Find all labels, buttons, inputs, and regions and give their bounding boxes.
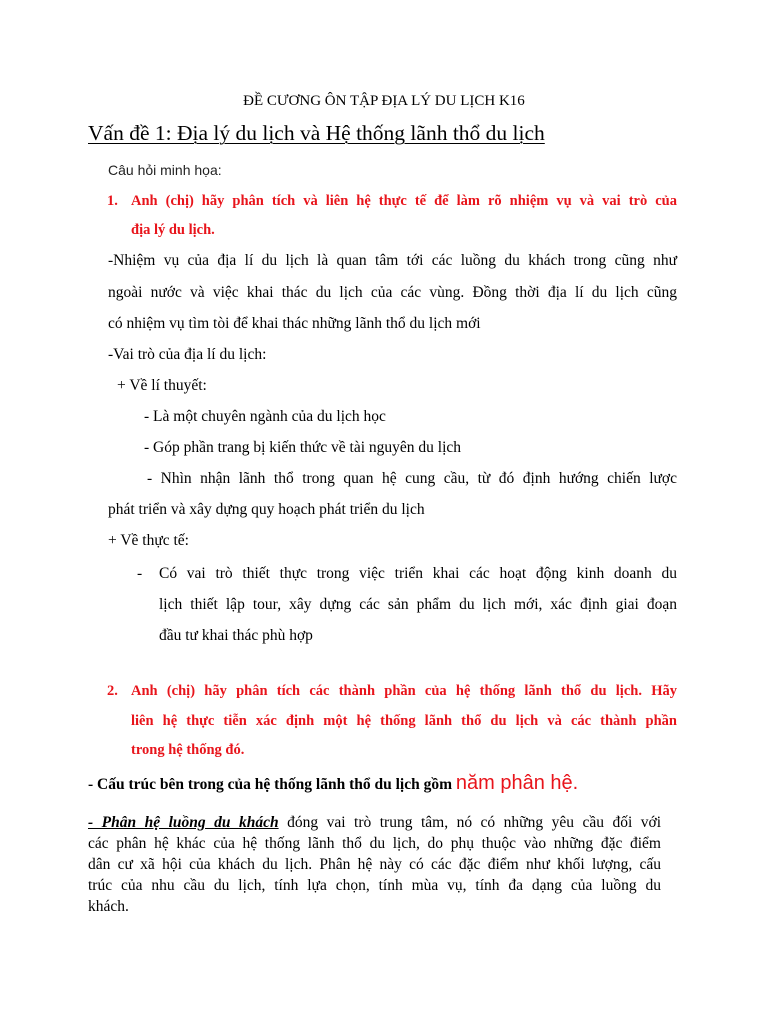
subsystem-paragraph-line: khách.	[88, 898, 129, 915]
practice-dash: -	[137, 565, 143, 582]
theory-item-continued: phát triển và xây dựng quy hoạch phát triển du lịch	[108, 501, 425, 518]
question-2-line: liên hệ thực tiễn xác định một hệ thống lãnh thổ du lịch và các thành phần	[131, 713, 677, 729]
structure-highlight: năm phân hệ.	[455, 772, 579, 794]
theory-item: - Nhìn nhận lãnh thổ trong quan hệ cung cầu, từ đó định hướng chiến lược	[147, 470, 677, 487]
practice-item-line: Có vai trò thiết thực trong việc triển khai các hoạt động kinh doanh du	[159, 565, 677, 582]
structure-text: - Cấu trúc bên trong của hệ thống lãnh thổ du lịch gồm	[88, 776, 456, 793]
question-2-line: Anh (chị) hãy phân tích các thành phần của hệ thống lãnh thổ du lịch. Hãy	[131, 683, 677, 699]
theory-item: - Góp phần trang bị kiến thức về tài nguyên du lịch	[144, 439, 462, 456]
question-2-line: trong hệ thống đó.	[131, 742, 245, 758]
section-heading: Vấn đề 1: Địa lý du lịch và Hệ thống lãnh thổ du lịch	[88, 121, 545, 145]
document-title: ĐỀ CƯƠNG ÔN TẬP ĐỊA LÝ DU LỊCH K16	[243, 93, 525, 109]
practice-label: + Về thực tế:	[108, 532, 189, 549]
task-paragraph-line: có nhiệm vụ tìm tòi để khai thác những lãnh thổ du lịch mới	[108, 315, 481, 332]
subsystem-title: - Phân hệ luồng du khách	[88, 814, 279, 831]
task-paragraph-line: -Nhiệm vụ của địa lí du lịch là quan tâm tới các luồng du khách trong cũng như	[108, 252, 677, 269]
theory-item: - Là một chuyên ngành của du lịch học	[144, 408, 386, 425]
subsystem-paragraph-line: trúc của nhu cầu du lịch, tính lựa chọn, tính mùa vụ, tính đa dạng của luồng du	[88, 877, 661, 894]
subsystem-paragraph-line: dân cư xã hội của khách du lịch. Phân hệ này có các đặc điểm như khối lượng, cấu	[88, 856, 661, 873]
question-2-number: 2.	[107, 683, 118, 699]
theory-label: + Về lí thuyết:	[117, 377, 207, 394]
question-1-line: địa lý du lịch.	[131, 222, 215, 238]
illustration-questions-label: Câu hỏi minh họa:	[108, 162, 222, 178]
practice-item-line: lịch thiết lập tour, xây dựng các sản phẩm du lịch mới, xác định giai đoạn	[159, 596, 677, 613]
question-1-number: 1.	[107, 193, 118, 209]
subsystem-text: đóng vai trò trung tâm, nó có những yêu cầu đối với	[278, 814, 661, 831]
question-1-line: Anh (chị) hãy phân tích và liên hệ thực tế để làm rõ nhiệm vụ và vai trò của	[131, 193, 677, 209]
role-intro: -Vai trò của địa lí du lịch:	[108, 346, 267, 363]
practice-item-line: đầu tư khai thác phù hợp	[159, 627, 313, 644]
task-paragraph-line: ngoài nước và việc khai thác du lịch của các vùng. Đồng thời địa lí du lịch cũng	[108, 284, 677, 301]
structure-statement	[88, 772, 578, 795]
subsystem-paragraph-line	[88, 814, 661, 832]
subsystem-paragraph-line: các phân hệ khác của hệ thống lãnh thổ du lịch, do phụ thuộc vào những đặc điểm	[88, 835, 661, 852]
